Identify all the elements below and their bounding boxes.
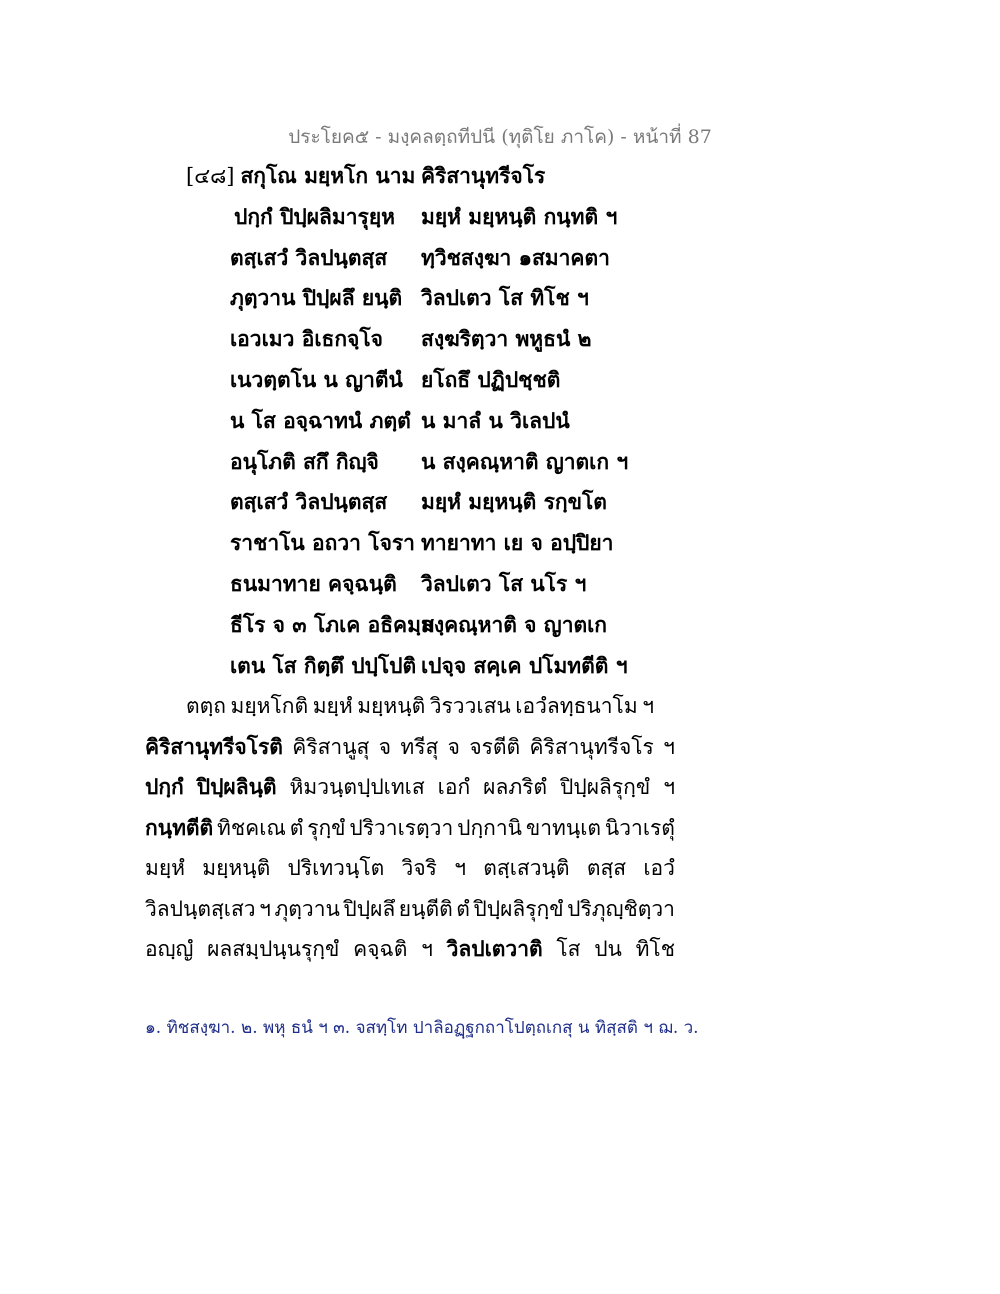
commentary-word: ตสฺส — [586, 856, 627, 880]
page-header: ประโยค๕ - มงฺคลตฺถทีปนี (ทุติโย ภาโค) - หน้าที่ 87 — [288, 126, 712, 148]
verse-first-half-text: ภุตฺวาน ปิปฺผลึ ยนฺติ — [230, 285, 403, 311]
verse-line — [0, 609, 1000, 649]
commentary-word: คจฺฉติ — [353, 937, 408, 961]
commentary-word: ปิปฺผลึ — [343, 896, 396, 921]
verse-line — [0, 242, 1000, 282]
commentary-word: วิรววเสน — [429, 694, 511, 718]
verse-first-half — [230, 527, 415, 560]
verse-first-half — [230, 446, 379, 479]
verse-second-half: ทฺวิชสงฺฆา ๑สมาคตา — [421, 244, 610, 270]
verse-second-half: มยฺหํ มยฺหนฺติ รกฺขโต — [421, 489, 607, 515]
commentary-word: ฯ — [259, 896, 271, 921]
verse-first-half-text: ราชาโน อถวา โจรา — [230, 530, 415, 556]
verse-first-half-text: เอวเมว อิเธกจฺโจ — [230, 326, 383, 352]
commentary-word: ปริวาเรตฺวา — [349, 815, 454, 840]
commentary-word: มยฺหนฺติ — [202, 856, 271, 880]
verse-first-half-text: ปกฺกํ ปิปฺผลิมารุยฺห — [234, 203, 395, 229]
verse-second-half: น สงฺคณฺหาติ ญาตเก ฯ — [421, 448, 629, 474]
verse-line — [0, 201, 1000, 241]
verse-second-half: วิลปเตว โส นโร ฯ — [421, 571, 587, 596]
commentary-lemma: กนฺทตีติ — [145, 814, 214, 840]
verse-line — [0, 446, 1000, 486]
commentary-line — [145, 852, 675, 885]
commentary-word: ปกฺกานิ — [457, 815, 523, 840]
verse-first-half — [230, 486, 387, 519]
commentary-line — [145, 771, 675, 804]
commentary-line — [145, 933, 675, 966]
commentary-word: วิจริ — [401, 856, 437, 880]
commentary-word: คิริสานุทรีจโร — [529, 734, 654, 759]
commentary-word: ฯ — [421, 937, 433, 961]
verse-first-half — [230, 364, 403, 397]
verse-line — [0, 650, 1000, 690]
verse-second-half: วิลปเตว โส ทิโช ฯ — [421, 285, 589, 311]
verse-line — [0, 282, 1000, 322]
commentary-word: ทรีสุ — [400, 734, 439, 759]
commentary-lemma: ปกฺกํ — [145, 774, 184, 799]
commentary-word: จ — [447, 734, 460, 759]
commentary-word: ปริภุญฺชิตฺวา — [567, 896, 675, 921]
verse-first-half — [230, 242, 387, 275]
commentary-line — [145, 731, 675, 764]
verse-line — [0, 364, 1000, 404]
commentary-word: มยฺหโกติ — [230, 694, 309, 718]
commentary-word: ปิปฺผลิรุกฺขํ — [560, 775, 651, 799]
verse-first-half — [230, 282, 402, 315]
commentary-word: ภุตฺวาน — [274, 896, 340, 921]
verse-first-half-text: ธนมาทาย คจฺฉนฺติ — [230, 571, 397, 596]
commentary-word: เอวํลทฺธนาโม — [515, 694, 638, 718]
verse-first-half — [186, 160, 415, 193]
commentary-word: ปน — [594, 937, 622, 961]
verse-second-half: มยฺหํ มยฺหนฺติ กนฺทติ ฯ — [421, 203, 618, 229]
commentary-lemma: คิริสานุทรีจโรติ — [145, 733, 283, 759]
verse-first-half — [230, 405, 411, 438]
commentary-word: โส — [556, 937, 581, 961]
footnotes: ๑. ทิชสงฺฆา. ๒. พหุ ธนํ ฯ ๓. จสทฺโท ปาลิอฏฺฐกถาโปตฺถเกสุ น ทิสฺสติ ฯ ฌ. ว. — [145, 1018, 699, 1038]
verse-first-half-text: ธีโร จ ๓ โภเค อธิคมฺม — [230, 611, 435, 637]
verse-second-half: ทายาทา เย จ อปฺปิยา — [421, 530, 614, 556]
verse-first-half — [230, 323, 383, 356]
commentary-word: ทิชคเณ — [217, 815, 286, 840]
verse-first-half — [230, 650, 416, 683]
commentary-word: ฯ — [454, 856, 466, 880]
commentary-word: ฯ — [663, 734, 675, 759]
verse-line — [0, 160, 1000, 200]
commentary-word: ทิโช — [635, 937, 675, 961]
commentary-word: เอกํ — [437, 775, 471, 799]
commentary-word: เอวํ — [643, 856, 675, 880]
commentary-line — [186, 690, 654, 723]
commentary-word: วิลปนฺตสฺเสว — [145, 896, 256, 921]
commentary-lemma: ปิปฺผลินฺติ — [196, 774, 277, 799]
commentary-word: ฯ — [642, 694, 654, 718]
commentary-word: มยฺหนฺติ — [357, 694, 426, 718]
commentary-word: หิมวนฺตปฺปเทเส — [289, 775, 425, 799]
commentary-word: ฯ — [663, 775, 675, 799]
commentary-line — [145, 812, 675, 845]
commentary-word: จ — [378, 734, 392, 759]
commentary-word: รุกฺขํ — [307, 815, 346, 840]
verse-line — [0, 527, 1000, 567]
verse-second-half: สงฺฆริตฺวา พหูธนํ ๒ — [421, 326, 592, 352]
verse-first-half-text: เนวตฺตโน น ญาตีนํ — [230, 367, 403, 392]
verse-line — [0, 323, 1000, 363]
commentary-word: จรตีติ — [469, 734, 521, 759]
verse-first-half — [230, 609, 435, 642]
commentary-word: คิริสานูสุ — [292, 734, 370, 759]
commentary-word: ปิปฺผลิรุกฺขํ — [473, 896, 564, 921]
verse-first-half-text: อนุโภติ สกึ กิญฺจิ — [230, 448, 379, 474]
verse-first-half — [234, 201, 395, 234]
verse-first-half-text: สกุโณ มยฺหโก นาม — [240, 163, 416, 188]
verse-first-half-text: น โส อจฺฉาทนํ ภตฺตํ — [230, 407, 411, 433]
commentary-word: ผลสมฺปนฺนรุกฺขํ — [207, 937, 340, 961]
commentary-lemma: วิลปเตวาติ — [446, 936, 543, 961]
commentary-word: ปริเทวนฺโต — [287, 856, 385, 880]
verse-first-half-text: ตสฺเสวํ วิลปนฺตสฺส — [230, 489, 388, 515]
verse-second-half: สงฺคณฺหาติ จ ญาตเก — [421, 611, 608, 637]
verse-number: [๔๘] — [186, 164, 235, 188]
verse-line — [0, 568, 1000, 608]
commentary-word: ตํ — [289, 815, 304, 840]
verse-first-half — [230, 568, 397, 601]
verse-first-half-text: เตน โส กิตฺตึ ปปฺโปติ — [230, 652, 417, 678]
commentary-word: ยนฺตีติ — [398, 896, 453, 921]
verse-second-half: เปจฺจ สคฺเค ปโมทตีติ ฯ — [421, 652, 628, 678]
commentary-word: มยฺหํ — [312, 694, 353, 718]
commentary-word: ตํ — [456, 896, 470, 921]
commentary-line — [145, 893, 675, 926]
commentary-word: มยฺหํ — [145, 856, 185, 880]
commentary-word: ตสฺเสวนฺติ — [483, 856, 570, 880]
verse-second-half: คิริสานุทรีจโร — [421, 163, 546, 188]
commentary-word: อญฺญํ — [145, 937, 194, 961]
verse-second-half: ยโถธึ ปฏิปชฺชติ — [421, 367, 561, 392]
verse-second-half: น มาลํ น วิเลปนํ — [421, 407, 570, 433]
verse-first-half-text: ตสฺเสวํ วิลปนฺตสฺส — [230, 244, 388, 270]
verse-line — [0, 405, 1000, 445]
commentary-word: ผลภริตํ — [483, 775, 548, 799]
commentary-word: ตตฺถ — [186, 694, 226, 718]
verse-line — [0, 486, 1000, 526]
commentary-word: นิวาเรตุํ — [604, 815, 675, 840]
commentary-word: ขาทนฺเต — [525, 815, 602, 840]
